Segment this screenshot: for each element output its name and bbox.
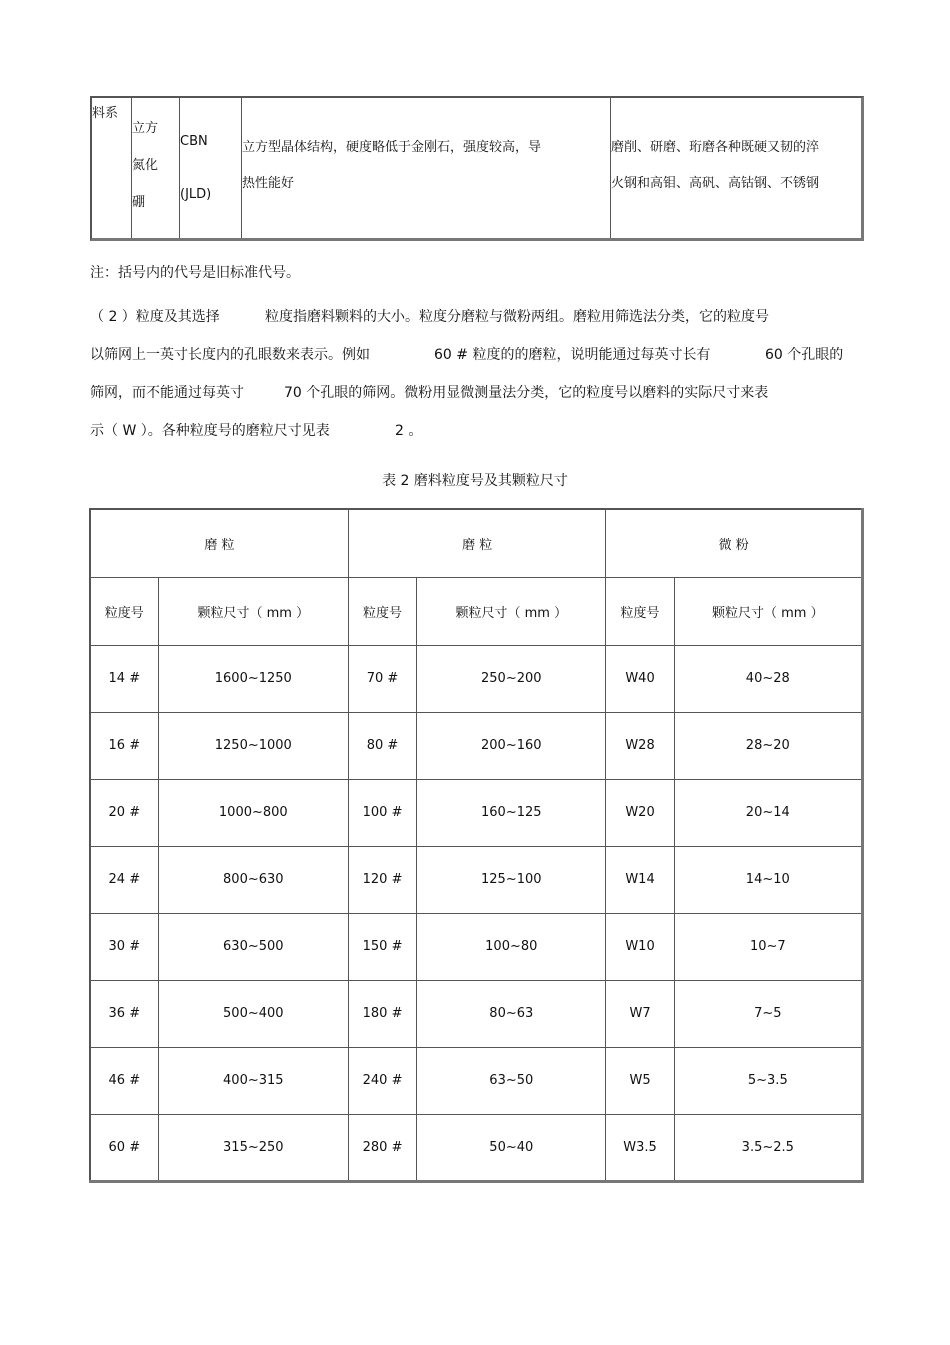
- column-header: 颗粒尺寸（ mm ）: [674, 577, 862, 645]
- table-cell: 180 #: [348, 980, 416, 1047]
- grain-size-table: [89, 508, 864, 1183]
- column-header: 粒度号: [348, 577, 416, 645]
- column-header: 粒度号: [606, 577, 674, 645]
- table-cell: 36 #: [90, 980, 158, 1047]
- group-header: 微 粉: [606, 509, 863, 577]
- paragraph-text: 2 。: [395, 423, 423, 439]
- table-cell: 100~80: [417, 913, 606, 980]
- material-property-cell: [242, 98, 611, 238]
- table-cell: 50~40: [417, 1114, 606, 1181]
- table-cell: 315~250: [158, 1114, 348, 1181]
- table-cell: 24 #: [90, 846, 158, 913]
- table-cell: 5~3.5: [674, 1047, 862, 1114]
- table-cell: 20 #: [90, 779, 158, 846]
- table-cell: 28~20: [674, 712, 862, 779]
- paragraph-text: 筛网，而不能通过每英寸: [90, 385, 244, 401]
- table-cell: 63~50: [417, 1047, 606, 1114]
- column-header: 粒度号: [90, 577, 158, 645]
- table-note: 注：括号内的代号是旧标准代号。: [90, 265, 300, 281]
- column-header: 颗粒尺寸（ mm ）: [417, 577, 606, 645]
- material-name-line-1: 立方: [132, 121, 159, 136]
- paragraph-text: 70 个孔眼的筛网。微粉用显微测量法分类，它的粒度号以磨料的实际尺寸来表: [284, 385, 769, 401]
- material-property-line-2: 热性能好: [242, 176, 295, 191]
- material-table-continuation: [90, 96, 864, 241]
- table-cell: 40~28: [674, 645, 862, 712]
- paragraph-text: 以筛网上一英寸长度内的孔眼数来表示。例如: [90, 347, 370, 363]
- table-cell: 14 #: [90, 645, 158, 712]
- table-row: [90, 846, 863, 913]
- table-cell: 70 #: [348, 645, 416, 712]
- table-cell: 1000~800: [158, 779, 348, 846]
- paragraph-text: 示（ W ）。各种粒度号的磨粒尺寸见表: [90, 423, 330, 439]
- table-cell: W7: [606, 980, 674, 1047]
- table-cell: 46 #: [90, 1047, 158, 1114]
- paragraph-text: 粒度指磨料颗料的大小。粒度分磨粒与微粉两组。磨粒用筛选法分类，它的粒度号: [265, 309, 769, 325]
- table-cell: 14~10: [674, 846, 862, 913]
- material-property-line-1: 立方型晶体结构，硬度略低于金刚石，强度较高，导: [242, 140, 542, 155]
- table-cell: W40: [606, 645, 674, 712]
- table-cell: 150 #: [348, 913, 416, 980]
- table-row: [90, 712, 863, 779]
- table-cell: 16 #: [90, 712, 158, 779]
- table-cell: W10: [606, 913, 674, 980]
- table-cell: 30 #: [90, 913, 158, 980]
- table-row: [90, 645, 863, 712]
- table-cell: W14: [606, 846, 674, 913]
- table-cell: 400~315: [158, 1047, 348, 1114]
- material-code-cell: [180, 98, 242, 238]
- table-cell: W3.5: [606, 1114, 674, 1181]
- section-heading: （ 2 ）粒度及其选择: [90, 309, 220, 325]
- material-system-cell: [92, 98, 132, 238]
- table-cell: W20: [606, 779, 674, 846]
- table-cell: 60 #: [90, 1114, 158, 1181]
- table-row: [90, 779, 863, 846]
- paragraph-text: 60 # 粒度的的磨粒，说明能通过每英寸长有: [434, 347, 711, 363]
- table-row: [90, 1114, 863, 1181]
- table-cell: 80~63: [417, 980, 606, 1047]
- material-application-line-2: 火钢和高钼、高矾、高钴钢、不锈钢: [611, 176, 820, 191]
- table-cell: 500~400: [158, 980, 348, 1047]
- paragraph-text: 60 个孔眼的: [765, 347, 844, 363]
- table-cell: 240 #: [348, 1047, 416, 1114]
- table-cell: 200~160: [417, 712, 606, 779]
- table-cell: 125~100: [417, 846, 606, 913]
- table-cell: 10~7: [674, 913, 862, 980]
- material-name-cell: [132, 98, 180, 238]
- table-cell: 1250~1000: [158, 712, 348, 779]
- table-cell: 20~14: [674, 779, 862, 846]
- material-application-cell: [611, 98, 863, 238]
- table-cell: 80 #: [348, 712, 416, 779]
- material-application-line-1: 磨削、研磨、珩磨各种既硬又韧的淬: [611, 140, 820, 155]
- material-name-line-2: 氮化: [132, 158, 159, 173]
- table-cell: 630~500: [158, 913, 348, 980]
- table-cell: W5: [606, 1047, 674, 1114]
- material-old-code: (JLD): [180, 187, 212, 202]
- material-system-label: 料系: [92, 106, 119, 121]
- group-header: 磨 粒: [348, 509, 605, 577]
- table-caption: 表 2 磨料粒度号及其颗粒尺寸: [382, 473, 568, 489]
- group-header: 磨 粒: [90, 509, 348, 577]
- table-cell: 1600~1250: [158, 645, 348, 712]
- material-name-line-3: 硼: [132, 195, 146, 210]
- column-header-row: [90, 577, 863, 645]
- table-cell: 280 #: [348, 1114, 416, 1181]
- table-row: [90, 1047, 863, 1114]
- table-cell: 160~125: [417, 779, 606, 846]
- table-row: [90, 913, 863, 980]
- column-header: 颗粒尺寸（ mm ）: [158, 577, 348, 645]
- table-cell: 7~5: [674, 980, 862, 1047]
- material-code: CBN: [180, 134, 208, 149]
- table-cell: 100 #: [348, 779, 416, 846]
- table-cell: 250~200: [417, 645, 606, 712]
- table-cell: W28: [606, 712, 674, 779]
- table-cell: 3.5~2.5: [674, 1114, 862, 1181]
- group-header-row: [90, 509, 863, 577]
- table-cell: 800~630: [158, 846, 348, 913]
- table-row: [90, 980, 863, 1047]
- table-cell: 120 #: [348, 846, 416, 913]
